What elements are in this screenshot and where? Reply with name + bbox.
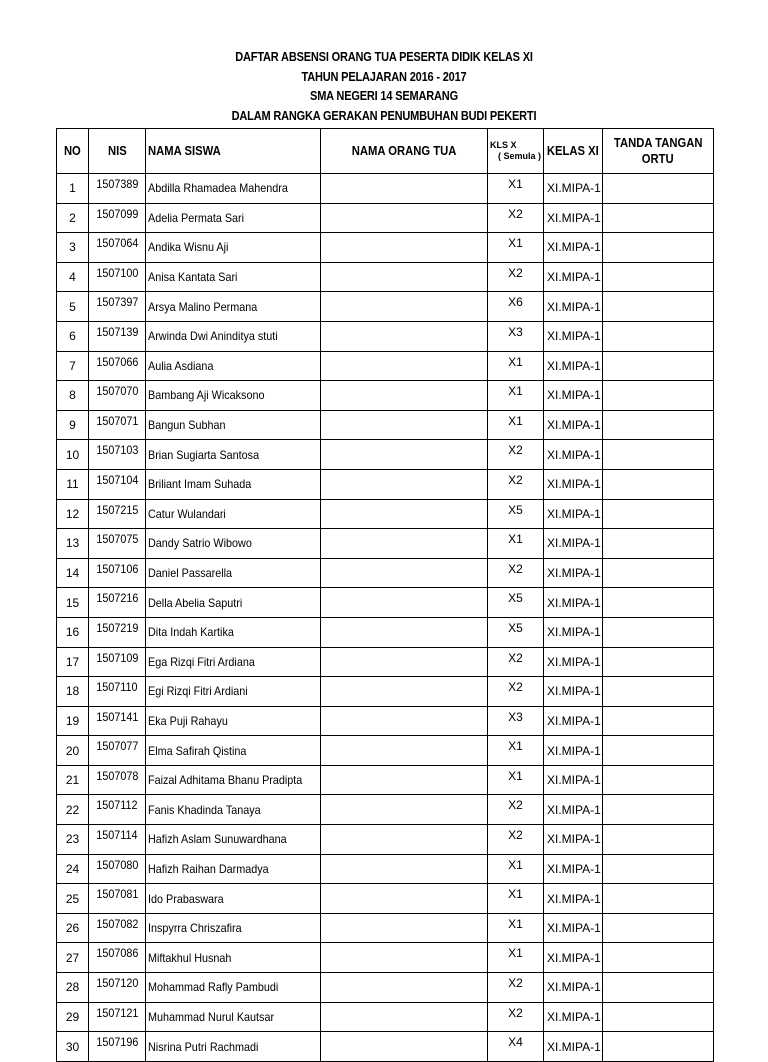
- cell-kelas-xi: XI.MIPA-1: [544, 795, 603, 825]
- cell-nis: 1507110: [89, 677, 146, 707]
- table-row: [57, 706, 714, 736]
- cell-kls-x: X2: [488, 973, 544, 1003]
- cell-nis: 1507215: [89, 499, 146, 529]
- cell-tanda-tangan: [603, 973, 714, 1003]
- table-row: [57, 913, 714, 943]
- cell-no: 14: [57, 558, 89, 588]
- attendance-table: [56, 128, 714, 1062]
- cell-nama-orang-tua: [321, 765, 488, 795]
- cell-kelas-xi: XI.MIPA-1: [544, 381, 603, 411]
- cell-kls-x: X2: [488, 469, 544, 499]
- cell-no: 27: [57, 943, 89, 973]
- cell-nama-siswa: Ido Prabaswara: [146, 884, 321, 914]
- cell-nama-orang-tua: [321, 233, 488, 263]
- cell-no: 24: [57, 854, 89, 884]
- cell-nama-siswa: Bangun Subhan: [146, 410, 321, 440]
- cell-tanda-tangan: [603, 440, 714, 470]
- cell-kelas-xi: XI.MIPA-1: [544, 825, 603, 855]
- cell-kelas-xi: XI.MIPA-1: [544, 617, 603, 647]
- cell-no: 11: [57, 469, 89, 499]
- cell-no: 17: [57, 647, 89, 677]
- cell-kls-x: X6: [488, 292, 544, 322]
- cell-nis: 1507100: [89, 262, 146, 292]
- cell-tanda-tangan: [603, 647, 714, 677]
- cell-nis: 1507216: [89, 588, 146, 618]
- cell-nis: 1507104: [89, 469, 146, 499]
- cell-no: 7: [57, 351, 89, 381]
- col-header-nis: NIS: [89, 129, 146, 174]
- cell-nama-siswa: Anisa Kantata Sari: [146, 262, 321, 292]
- cell-nama-siswa: Nisrina Putri Rachmadi: [146, 1032, 321, 1062]
- cell-tanda-tangan: [603, 795, 714, 825]
- cell-kls-x: X1: [488, 174, 544, 204]
- cell-no: 28: [57, 973, 89, 1003]
- header-row: [57, 129, 714, 174]
- cell-tanda-tangan: [603, 825, 714, 855]
- cell-nama-orang-tua: [321, 1002, 488, 1032]
- cell-kls-x: X3: [488, 706, 544, 736]
- cell-nama-siswa: Miftakhul Husnah: [146, 943, 321, 973]
- cell-kls-x: X1: [488, 736, 544, 766]
- cell-nama-siswa: Hafizh Raihan Darmadya: [146, 854, 321, 884]
- cell-nis: 1507070: [89, 381, 146, 411]
- cell-kls-x: X2: [488, 1002, 544, 1032]
- table-row: [57, 529, 714, 559]
- kls-x-label: KLS X: [490, 140, 517, 150]
- cell-no: 4: [57, 262, 89, 292]
- cell-kelas-xi: XI.MIPA-1: [544, 854, 603, 884]
- cell-kelas-xi: XI.MIPA-1: [544, 588, 603, 618]
- cell-kelas-xi: XI.MIPA-1: [544, 1002, 603, 1032]
- cell-no: 10: [57, 440, 89, 470]
- cell-kelas-xi: XI.MIPA-1: [544, 529, 603, 559]
- cell-tanda-tangan: [603, 529, 714, 559]
- cell-no: 1: [57, 174, 89, 204]
- cell-nama-siswa: Faizal Adhitama Bhanu Pradipta: [146, 765, 321, 795]
- cell-nis: 1507078: [89, 765, 146, 795]
- col-header-kls-x: [488, 129, 544, 174]
- table-row: [57, 617, 714, 647]
- cell-tanda-tangan: [603, 381, 714, 411]
- cell-nis: 1507120: [89, 973, 146, 1003]
- cell-nama-siswa: Della Abelia Saputri: [146, 588, 321, 618]
- cell-nama-siswa: Arwinda Dwi Aninditya stuti: [146, 321, 321, 351]
- cell-no: 9: [57, 410, 89, 440]
- cell-nis: 1507081: [89, 884, 146, 914]
- ttd-label-2: ORTU: [642, 152, 674, 166]
- cell-kelas-xi: XI.MIPA-1: [544, 410, 603, 440]
- cell-no: 12: [57, 499, 89, 529]
- cell-nama-orang-tua: [321, 647, 488, 677]
- cell-nama-siswa: Egi Rizqi Fitri Ardiani: [146, 677, 321, 707]
- cell-no: 25: [57, 884, 89, 914]
- cell-nama-orang-tua: [321, 677, 488, 707]
- cell-tanda-tangan: [603, 1032, 714, 1062]
- cell-kelas-xi: XI.MIPA-1: [544, 292, 603, 322]
- table-row: [57, 1032, 714, 1062]
- cell-kelas-xi: XI.MIPA-1: [544, 233, 603, 263]
- cell-nis: 1507112: [89, 795, 146, 825]
- cell-nama-orang-tua: [321, 381, 488, 411]
- cell-nis: 1507099: [89, 203, 146, 233]
- table-row: [57, 174, 714, 204]
- cell-kls-x: X1: [488, 765, 544, 795]
- cell-kls-x: X1: [488, 884, 544, 914]
- cell-tanda-tangan: [603, 765, 714, 795]
- cell-tanda-tangan: [603, 617, 714, 647]
- title-line-3: SMA NEGERI 14 SEMARANG: [310, 89, 458, 103]
- cell-kelas-xi: XI.MIPA-1: [544, 499, 603, 529]
- cell-no: 15: [57, 588, 89, 618]
- cell-kls-x: X5: [488, 499, 544, 529]
- col-header-tanda-tangan: [603, 129, 714, 174]
- cell-nama-siswa: Aulia Asdiana: [146, 351, 321, 381]
- cell-tanda-tangan: [603, 706, 714, 736]
- cell-kelas-xi: XI.MIPA-1: [544, 736, 603, 766]
- cell-tanda-tangan: [603, 499, 714, 529]
- title-line-2: TAHUN PELAJARAN 2016 - 2017: [301, 69, 467, 84]
- cell-tanda-tangan: [603, 588, 714, 618]
- cell-tanda-tangan: [603, 884, 714, 914]
- cell-nama-siswa: Dita Indah Kartika: [146, 617, 321, 647]
- cell-no: 29: [57, 1002, 89, 1032]
- cell-kelas-xi: XI.MIPA-1: [544, 558, 603, 588]
- cell-kls-x: X1: [488, 913, 544, 943]
- cell-nama-siswa: Elma Safirah Qistina: [146, 736, 321, 766]
- cell-kls-x: X3: [488, 321, 544, 351]
- cell-kls-x: X4: [488, 1032, 544, 1062]
- cell-tanda-tangan: [603, 943, 714, 973]
- table-row: [57, 795, 714, 825]
- table-row: [57, 1002, 714, 1032]
- cell-nis: 1507086: [89, 943, 146, 973]
- cell-kls-x: X2: [488, 440, 544, 470]
- table-row: [57, 558, 714, 588]
- cell-nama-siswa: Fanis Khadinda Tanaya: [146, 795, 321, 825]
- cell-tanda-tangan: [603, 203, 714, 233]
- cell-kelas-xi: XI.MIPA-1: [544, 351, 603, 381]
- cell-nama-siswa: Bambang Aji Wicaksono: [146, 381, 321, 411]
- cell-nama-orang-tua: [321, 499, 488, 529]
- cell-nama-orang-tua: [321, 943, 488, 973]
- table-row: [57, 410, 714, 440]
- cell-no: 26: [57, 913, 89, 943]
- cell-no: 19: [57, 706, 89, 736]
- table-row: [57, 262, 714, 292]
- cell-nama-siswa: Ega Rizqi Fitri Ardiana: [146, 647, 321, 677]
- cell-nis: 1507075: [89, 529, 146, 559]
- cell-nama-orang-tua: [321, 617, 488, 647]
- cell-nama-orang-tua: [321, 588, 488, 618]
- cell-nama-siswa: Abdilla Rhamadea Mahendra: [146, 174, 321, 204]
- cell-no: 22: [57, 795, 89, 825]
- table-row: [57, 854, 714, 884]
- cell-nama-orang-tua: [321, 321, 488, 351]
- table-row: [57, 884, 714, 914]
- table-row: [57, 499, 714, 529]
- cell-tanda-tangan: [603, 321, 714, 351]
- cell-tanda-tangan: [603, 736, 714, 766]
- cell-no: 20: [57, 736, 89, 766]
- cell-no: 8: [57, 381, 89, 411]
- cell-tanda-tangan: [603, 292, 714, 322]
- cell-tanda-tangan: [603, 469, 714, 499]
- cell-no: 2: [57, 203, 89, 233]
- table-row: [57, 292, 714, 322]
- cell-kelas-xi: XI.MIPA-1: [544, 262, 603, 292]
- cell-nis: 1507082: [89, 913, 146, 943]
- table-row: [57, 588, 714, 618]
- cell-nis: 1507109: [89, 647, 146, 677]
- cell-nis: 1507219: [89, 617, 146, 647]
- cell-nis: 1507064: [89, 233, 146, 263]
- cell-kls-x: X1: [488, 351, 544, 381]
- cell-nis: 1507114: [89, 825, 146, 855]
- cell-kelas-xi: XI.MIPA-1: [544, 884, 603, 914]
- cell-kelas-xi: XI.MIPA-1: [544, 440, 603, 470]
- kls-x-sublabel: ( Semula ): [498, 151, 542, 161]
- cell-nama-siswa: Dandy Satrio Wibowo: [146, 529, 321, 559]
- cell-kelas-xi: XI.MIPA-1: [544, 706, 603, 736]
- cell-nama-orang-tua: [321, 410, 488, 440]
- cell-nama-siswa: Brian Sugiarta Santosa: [146, 440, 321, 470]
- cell-no: 18: [57, 677, 89, 707]
- title-line-1: DAFTAR ABSENSI ORANG TUA PESERTA DIDIK KELAS XI: [235, 50, 533, 64]
- cell-tanda-tangan: [603, 233, 714, 263]
- cell-nis: 1507080: [89, 854, 146, 884]
- cell-nis: 1507071: [89, 410, 146, 440]
- cell-kls-x: X2: [488, 262, 544, 292]
- cell-nama-orang-tua: [321, 558, 488, 588]
- cell-nama-orang-tua: [321, 1032, 488, 1062]
- cell-nama-orang-tua: [321, 795, 488, 825]
- document-title-block: [0, 48, 768, 126]
- cell-no: 16: [57, 617, 89, 647]
- cell-no: 13: [57, 529, 89, 559]
- cell-nama-siswa: Daniel Passarella: [146, 558, 321, 588]
- table-row: [57, 736, 714, 766]
- cell-kelas-xi: XI.MIPA-1: [544, 469, 603, 499]
- cell-nama-orang-tua: [321, 469, 488, 499]
- col-header-nama-orang-tua: NAMA ORANG TUA: [321, 129, 488, 174]
- cell-no: 5: [57, 292, 89, 322]
- table-row: [57, 469, 714, 499]
- cell-tanda-tangan: [603, 677, 714, 707]
- cell-tanda-tangan: [603, 174, 714, 204]
- cell-kls-x: X2: [488, 647, 544, 677]
- cell-kls-x: X2: [488, 558, 544, 588]
- cell-nama-orang-tua: [321, 203, 488, 233]
- cell-nama-siswa: Catur Wulandari: [146, 499, 321, 529]
- cell-kls-x: X1: [488, 529, 544, 559]
- cell-nama-siswa: Muhammad Nurul Kautsar: [146, 1002, 321, 1032]
- col-header-kelas-xi: KELAS XI: [544, 129, 603, 174]
- table-row: [57, 973, 714, 1003]
- cell-nama-orang-tua: [321, 854, 488, 884]
- cell-kls-x: X1: [488, 410, 544, 440]
- cell-kelas-xi: XI.MIPA-1: [544, 677, 603, 707]
- cell-nama-orang-tua: [321, 262, 488, 292]
- table-row: [57, 233, 714, 263]
- cell-kls-x: X1: [488, 233, 544, 263]
- table-row: [57, 321, 714, 351]
- ttd-label-1: TANDA TANGAN: [613, 136, 703, 150]
- cell-nama-siswa: Hafizh Aslam Sunuwardhana: [146, 825, 321, 855]
- cell-nis: 1507106: [89, 558, 146, 588]
- cell-no: 6: [57, 321, 89, 351]
- cell-nis: 1507141: [89, 706, 146, 736]
- table-row: [57, 381, 714, 411]
- cell-nama-orang-tua: [321, 529, 488, 559]
- cell-nama-orang-tua: [321, 913, 488, 943]
- cell-nama-orang-tua: [321, 973, 488, 1003]
- cell-kls-x: X2: [488, 795, 544, 825]
- cell-tanda-tangan: [603, 1002, 714, 1032]
- table-row: [57, 440, 714, 470]
- cell-nama-orang-tua: [321, 174, 488, 204]
- cell-nama-siswa: Eka Puji Rahayu: [146, 706, 321, 736]
- cell-kelas-xi: XI.MIPA-1: [544, 174, 603, 204]
- cell-kls-x: X1: [488, 381, 544, 411]
- cell-nis: 1507389: [89, 174, 146, 204]
- cell-nama-orang-tua: [321, 440, 488, 470]
- cell-kelas-xi: XI.MIPA-1: [544, 321, 603, 351]
- table-row: [57, 677, 714, 707]
- cell-kelas-xi: XI.MIPA-1: [544, 943, 603, 973]
- table-row: [57, 351, 714, 381]
- cell-tanda-tangan: [603, 558, 714, 588]
- cell-kelas-xi: XI.MIPA-1: [544, 647, 603, 677]
- cell-nis: 1507397: [89, 292, 146, 322]
- cell-tanda-tangan: [603, 262, 714, 292]
- cell-nama-siswa: Inspyrra Chriszafira: [146, 913, 321, 943]
- cell-nama-siswa: Briliant Imam Suhada: [146, 469, 321, 499]
- cell-kls-x: X2: [488, 825, 544, 855]
- table-row: [57, 647, 714, 677]
- cell-no: 3: [57, 233, 89, 263]
- cell-nis: 1507139: [89, 321, 146, 351]
- cell-tanda-tangan: [603, 351, 714, 381]
- cell-kls-x: X2: [488, 677, 544, 707]
- cell-no: 30: [57, 1032, 89, 1062]
- cell-nama-siswa: Adelia Permata Sari: [146, 203, 321, 233]
- cell-kelas-xi: XI.MIPA-1: [544, 973, 603, 1003]
- cell-nama-orang-tua: [321, 292, 488, 322]
- cell-kelas-xi: XI.MIPA-1: [544, 1032, 603, 1062]
- cell-nis: 1507077: [89, 736, 146, 766]
- table-header: [57, 129, 714, 174]
- table-row: [57, 943, 714, 973]
- cell-nama-orang-tua: [321, 825, 488, 855]
- cell-kelas-xi: XI.MIPA-1: [544, 765, 603, 795]
- cell-nama-siswa: Andika Wisnu Aji: [146, 233, 321, 263]
- cell-kls-x: X1: [488, 943, 544, 973]
- cell-kelas-xi: XI.MIPA-1: [544, 203, 603, 233]
- cell-nama-siswa: Arsya Malino Permana: [146, 292, 321, 322]
- cell-kelas-xi: XI.MIPA-1: [544, 913, 603, 943]
- col-header-nama-siswa: NAMA SISWA: [146, 129, 321, 174]
- cell-kls-x: X5: [488, 617, 544, 647]
- cell-no: 21: [57, 765, 89, 795]
- cell-nis: 1507103: [89, 440, 146, 470]
- cell-nis: 1507121: [89, 1002, 146, 1032]
- title-line-4: DALAM RANGKA GERAKAN PENUMBUHAN BUDI PEKERTI: [231, 108, 537, 123]
- cell-tanda-tangan: [603, 913, 714, 943]
- table-body: [57, 174, 714, 1062]
- cell-nis: 1507196: [89, 1032, 146, 1062]
- table-row: [57, 203, 714, 233]
- cell-nama-siswa: Mohammad Rafly Pambudi: [146, 973, 321, 1003]
- cell-kls-x: X1: [488, 854, 544, 884]
- cell-nama-orang-tua: [321, 351, 488, 381]
- cell-tanda-tangan: [603, 410, 714, 440]
- cell-nama-orang-tua: [321, 884, 488, 914]
- cell-nama-orang-tua: [321, 706, 488, 736]
- table-row: [57, 825, 714, 855]
- col-header-no: NO: [57, 129, 89, 174]
- cell-kls-x: X2: [488, 203, 544, 233]
- cell-tanda-tangan: [603, 854, 714, 884]
- cell-kls-x: X5: [488, 588, 544, 618]
- table-row: [57, 765, 714, 795]
- cell-nama-orang-tua: [321, 736, 488, 766]
- cell-no: 23: [57, 825, 89, 855]
- cell-nis: 1507066: [89, 351, 146, 381]
